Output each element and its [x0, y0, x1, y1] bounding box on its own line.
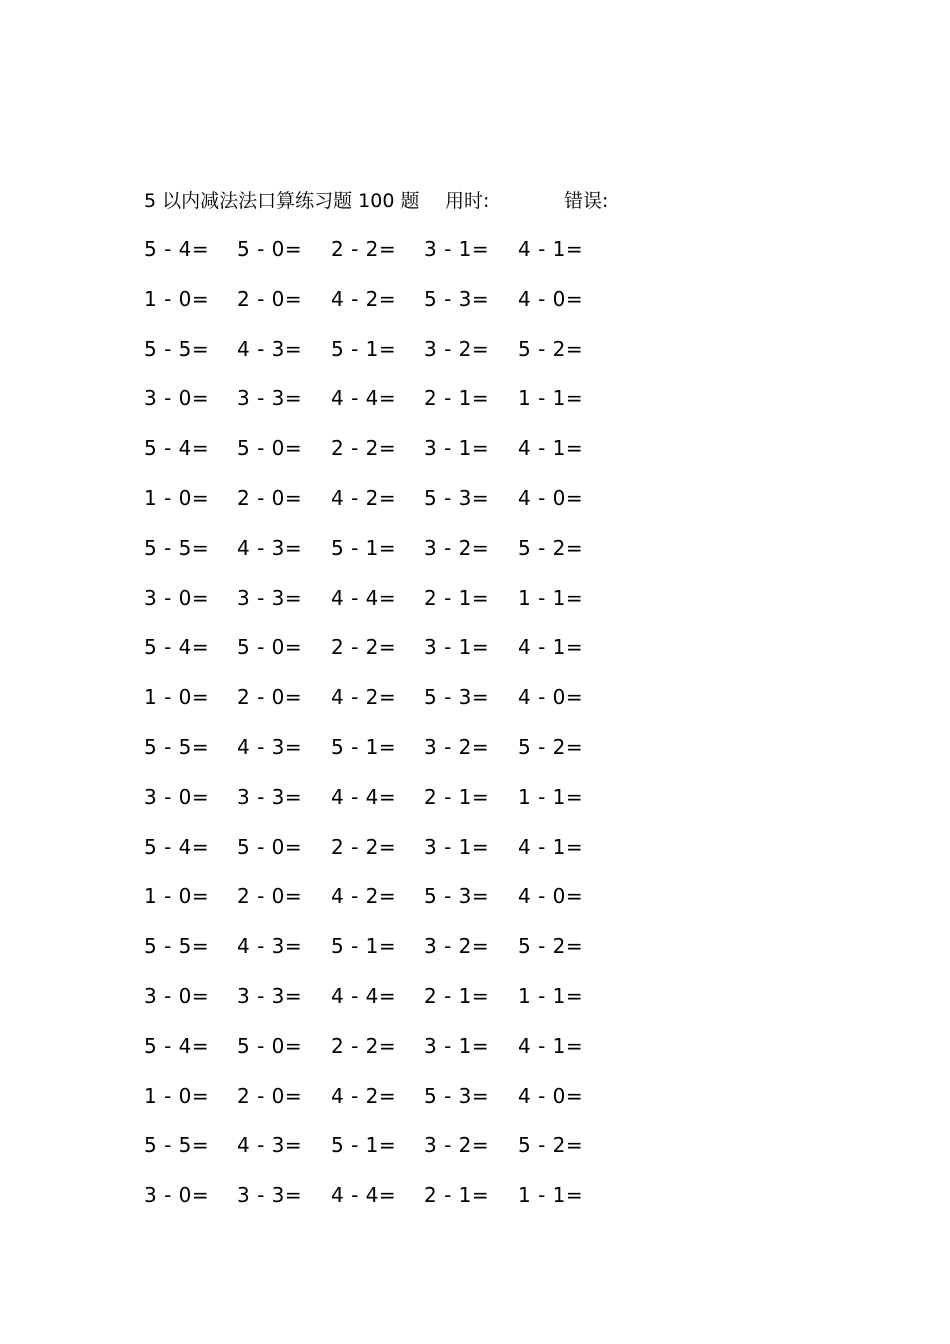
problem-item: 3 - 1= [424, 436, 490, 461]
problem-item: 4 - 4= [331, 386, 397, 411]
problem-item: 5 - 4= [144, 834, 210, 859]
problem-item: 3 - 3= [237, 983, 303, 1008]
problem-item: 4 - 4= [331, 1183, 397, 1208]
problem-item: 5 - 3= [424, 485, 490, 510]
problem-item: 5 - 0= [237, 1033, 303, 1058]
problem-item: 4 - 1= [518, 635, 584, 660]
problem-grid [144, 233, 624, 1229]
problem-item: 5 - 1= [331, 934, 397, 959]
problem-item: 4 - 1= [518, 1033, 584, 1058]
problem-item: 3 - 3= [237, 784, 303, 809]
problem-item: 3 - 1= [424, 635, 490, 660]
problem-row [144, 432, 624, 482]
problem-row [144, 731, 624, 781]
problem-item: 1 - 0= [144, 1083, 210, 1108]
problem-item: 5 - 4= [144, 436, 210, 461]
problem-item: 2 - 1= [424, 1183, 490, 1208]
problem-item: 3 - 2= [424, 734, 490, 759]
problem-item: 5 - 2= [518, 535, 584, 560]
problem-item: 3 - 2= [424, 1133, 490, 1158]
problem-item: 5 - 0= [237, 834, 303, 859]
problem-item: 2 - 2= [331, 237, 397, 261]
problem-item: 3 - 1= [424, 834, 490, 859]
problem-item: 5 - 4= [144, 635, 210, 660]
problem-item: 5 - 3= [424, 884, 490, 909]
problem-item: 4 - 0= [518, 685, 584, 710]
problem-item: 2 - 2= [331, 834, 397, 859]
problem-row [144, 532, 624, 582]
worksheet-title: 5 以内减法法口算练习题 100 题 [144, 190, 420, 212]
problem-item: 2 - 0= [237, 485, 303, 510]
problem-row [144, 233, 624, 283]
problem-item: 5 - 1= [331, 336, 397, 361]
problem-item: 4 - 3= [237, 1133, 303, 1158]
problem-item: 5 - 1= [331, 1133, 397, 1158]
problem-item: 3 - 2= [424, 336, 490, 361]
problem-item: 5 - 2= [518, 934, 584, 959]
problem-item: 1 - 0= [144, 286, 210, 311]
problem-item: 4 - 2= [331, 884, 397, 909]
problem-row [144, 631, 624, 681]
problem-item: 5 - 3= [424, 685, 490, 710]
problem-item: 5 - 5= [144, 535, 210, 560]
problem-item: 4 - 1= [518, 237, 584, 261]
problem-item: 2 - 1= [424, 784, 490, 809]
problem-item: 5 - 2= [518, 1133, 584, 1158]
problem-item: 5 - 3= [424, 286, 490, 311]
problem-item: 3 - 3= [237, 585, 303, 610]
problem-item: 4 - 2= [331, 485, 397, 510]
problem-row [144, 1179, 624, 1229]
problem-item: 3 - 0= [144, 585, 210, 610]
problem-item: 4 - 3= [237, 535, 303, 560]
problem-item: 5 - 0= [237, 237, 303, 261]
problem-item: 2 - 1= [424, 983, 490, 1008]
problem-row [144, 382, 624, 432]
problem-item: 5 - 4= [144, 237, 210, 261]
problem-item: 3 - 0= [144, 386, 210, 411]
problem-row [144, 482, 624, 532]
problem-item: 4 - 3= [237, 934, 303, 959]
problem-item: 3 - 3= [237, 1183, 303, 1208]
problem-item: 3 - 0= [144, 784, 210, 809]
problem-item: 2 - 0= [237, 685, 303, 710]
problem-item: 1 - 1= [518, 784, 584, 809]
problem-item: 1 - 0= [144, 884, 210, 909]
problem-item: 4 - 4= [331, 983, 397, 1008]
problem-item: 4 - 0= [518, 1083, 584, 1108]
problem-item: 4 - 4= [331, 585, 397, 610]
problem-item: 4 - 0= [518, 286, 584, 311]
problem-item: 1 - 0= [144, 485, 210, 510]
problem-item: 2 - 2= [331, 635, 397, 660]
problem-row [144, 980, 624, 1030]
problem-item: 4 - 3= [237, 336, 303, 361]
problem-row [144, 781, 624, 831]
problem-item: 5 - 5= [144, 934, 210, 959]
problem-item: 1 - 1= [518, 1183, 584, 1208]
problem-row [144, 1129, 624, 1179]
problem-item: 3 - 0= [144, 1183, 210, 1208]
problem-item: 1 - 0= [144, 685, 210, 710]
problem-item: 5 - 5= [144, 336, 210, 361]
problem-item: 4 - 0= [518, 884, 584, 909]
problem-item: 4 - 1= [518, 436, 584, 461]
problem-item: 2 - 0= [237, 1083, 303, 1108]
problem-item: 3 - 1= [424, 237, 490, 261]
problem-item: 3 - 1= [424, 1033, 490, 1058]
problem-item: 2 - 0= [237, 884, 303, 909]
problem-item: 5 - 0= [237, 635, 303, 660]
problem-row [144, 880, 624, 930]
errors-label: 错误: [564, 190, 609, 212]
problem-item: 1 - 1= [518, 983, 584, 1008]
problem-item: 4 - 1= [518, 834, 584, 859]
problem-item: 4 - 3= [237, 734, 303, 759]
time-used-label: 用时: [445, 190, 490, 212]
problem-item: 3 - 2= [424, 934, 490, 959]
problem-row [144, 1080, 624, 1130]
problem-item: 4 - 2= [331, 1083, 397, 1108]
problem-item: 3 - 2= [424, 535, 490, 560]
problem-item: 1 - 1= [518, 585, 584, 610]
problem-item: 5 - 5= [144, 734, 210, 759]
problem-row [144, 333, 624, 383]
problem-item: 5 - 3= [424, 1083, 490, 1108]
problem-item: 4 - 2= [331, 286, 397, 311]
problem-row [144, 1030, 624, 1080]
problem-item: 5 - 2= [518, 734, 584, 759]
problem-item: 4 - 4= [331, 784, 397, 809]
problem-row [144, 831, 624, 881]
problem-item: 2 - 1= [424, 386, 490, 411]
problem-item: 3 - 0= [144, 983, 210, 1008]
problem-item: 2 - 1= [424, 585, 490, 610]
problem-row [144, 283, 624, 333]
problem-row [144, 681, 624, 731]
problem-row [144, 582, 624, 632]
problem-item: 5 - 4= [144, 1033, 210, 1058]
problem-item: 2 - 2= [331, 436, 397, 461]
problem-item: 5 - 0= [237, 436, 303, 461]
problem-item: 4 - 2= [331, 685, 397, 710]
problem-item: 5 - 5= [144, 1133, 210, 1158]
problem-item: 2 - 0= [237, 286, 303, 311]
problem-item: 2 - 2= [331, 1033, 397, 1058]
problem-item: 5 - 1= [331, 535, 397, 560]
problem-row [144, 930, 624, 980]
problem-item: 1 - 1= [518, 386, 584, 411]
problem-item: 5 - 1= [331, 734, 397, 759]
problem-item: 5 - 2= [518, 336, 584, 361]
problem-item: 4 - 0= [518, 485, 584, 510]
problem-item: 3 - 3= [237, 386, 303, 411]
